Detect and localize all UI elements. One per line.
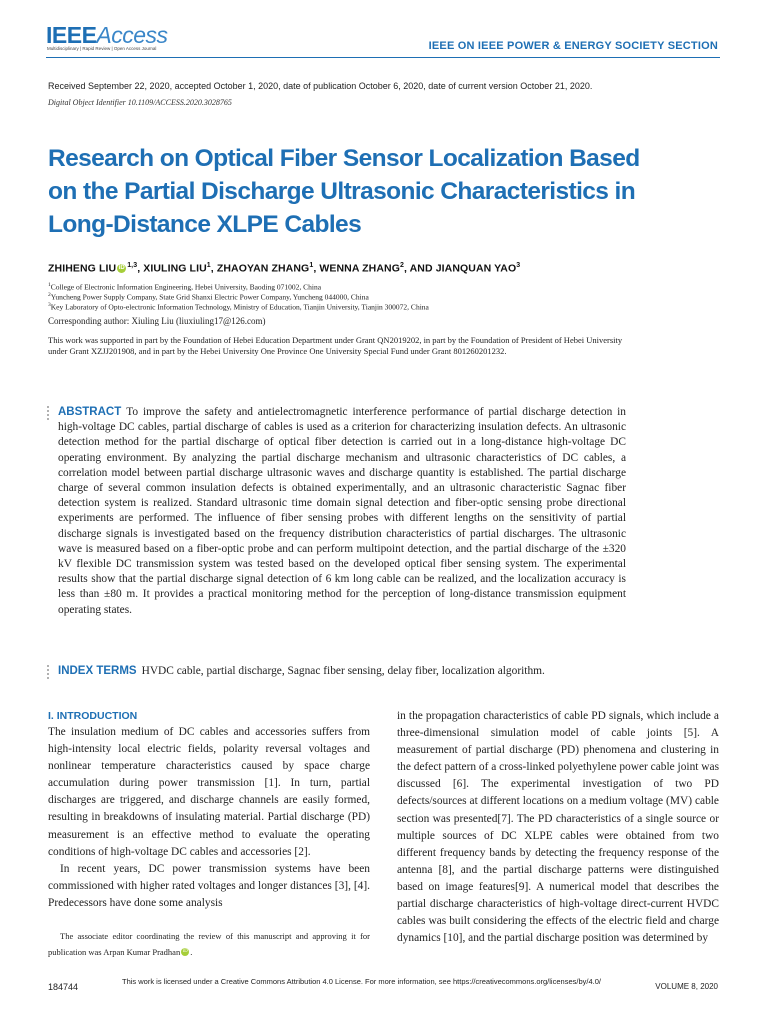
index-terms-text: HVDC cable, partial discharge, Sagnac fiber sensing, delay fiber, localization algorithm. (141, 665, 545, 677)
affiliation-text: Key Laboratory of Opto-electronic Information Technology, Ministry of Education, Tianjin University, Tianjin 300072, China (50, 302, 429, 312)
volume-info: VOLUME 8, 2020 (655, 982, 718, 991)
author-name: , XIULING LIU (137, 262, 207, 275)
author-name: , AND JIANQUAN YAO (403, 262, 517, 275)
abstract-text: To improve the safety and antielectromagnetic interference performance of partial discharge detection in high-voltage DC cables, partial discharge of cables is used as a criterion for characterizing insulation defects. An ultrasonic detection method for the partial discharge of optical fiber detection is carried out in a long-distance high-voltage DC operating environment. By analyzing the partial discharge mechanism and ultrasonic characteristics of DC cables, a correlation model between partial discharge ultrasonic waves and discharge quantity is established. The partial discharge charge of several common insulation defects is obtained experimentally, and an ultrasonic characteristic Sagnac fiber detection system is realized. Standard ultrasonic time domain signal detection and fiber-optic sensing probe directional experiments are performed. The influence of fiber sensing probes with different lengths on the sensitivity of partial discharge signals is investigated based on the frequency distribution characteristics of partial discharges. The ultrasonic wave is measured based on a fiber-optic probe and can perform multipoint detection, and the partial discharge of the ±320 kV flexible DC transmission system was tested based on the developed optical fiber sensing system. The experimental results show that the partial discharge signal detection of 6 km long cable can be realized, and the localization accuracy is less than ±80 m. It provides a practical monitoring method for the perception of long-distance transmission equipment operating states. (58, 406, 626, 616)
right-column (397, 708, 719, 947)
logo-tagline: Multidisciplinary | Rapid Review | Open Access Journal (47, 46, 157, 51)
abstract-marker (47, 406, 51, 422)
affiliation-text: College of Electronic Information Engineering, Hebei University, Baoding 071002, China (50, 282, 322, 292)
author-affil: 1,3 (127, 262, 138, 269)
section-heading: I. INTRODUCTION (48, 710, 138, 722)
index-terms (58, 664, 678, 679)
license-notice: This work is licensed under a Creative Commons Attribution 4.0 License. For more information, see https://creativecommons.org/licenses/by/4.0/ (122, 977, 601, 986)
journal-logo (46, 22, 168, 49)
abstract-label: ABSTRACT (58, 406, 122, 418)
author-affil: 2 (399, 262, 404, 269)
author-name: , ZHAOYAN ZHANG (210, 262, 310, 275)
author-affil: 1 (206, 262, 211, 269)
paragraph: The insulation medium of DC cables and accessories suffers from high-intensity local electric fields, polarity reversal voltages and nonlinear temperature characteristics caused by space charge accumulation during power transmission [1]. In turn, partial discharges are triggered, and discharge channels are easily formed, resulting in breakdowns of insulating material. Partial discharge (PD) measurement is an effective method to evaluate the operating conditions of high-voltage DC cables and accessories [2]. (48, 726, 370, 858)
page-number: 184744 (48, 982, 79, 992)
affiliation-number: 1 (48, 282, 51, 288)
author-affil: 3 (516, 262, 521, 269)
footnote-text: The associate editor coordinating the review of this manuscript and approving it for publication was Arpan Kumar Pradhan (48, 931, 370, 957)
affiliation (48, 300, 429, 313)
doi: Digital Object Identifier 10.1109/ACCESS.2020.3028765 (48, 98, 232, 107)
author-affil: 1 (309, 262, 314, 269)
paper-title: Research on Optical Fiber Sensor Localization Based on the Partial Discharge Ultrasonic Characteristics in Long-Distance XLPE Cables (48, 145, 640, 238)
left-column (48, 708, 370, 912)
header-divider (46, 57, 720, 58)
logo-access-text: Access (96, 22, 168, 48)
index-terms-label: INDEX TERMS (58, 665, 137, 677)
logo-ieee-text: IEEE (46, 22, 97, 48)
index-terms-marker (47, 665, 51, 681)
orcid-icon[interactable]: iD (118, 264, 125, 271)
corresponding-author: Corresponding author: Xiuling Liu (liuxiuling17@126.com) (48, 316, 266, 326)
received-dates: Received September 22, 2020, accepted October 1, 2020, date of publication October 6, 2020, date of current version October 21, 2020. (48, 81, 593, 91)
abstract (58, 405, 626, 618)
affiliation-number: 3 (48, 302, 51, 308)
paragraph: In recent years, DC power transmission systems have been commissioned with higher rated voltages and longer distances [3], [4]. Predecessors have done some analysis (48, 862, 370, 909)
author-list (48, 262, 520, 275)
paragraph: in the propagation characteristics of cable PD signals, which include a three-dimensional simulation model of cable joints [5]. A measurement of partial discharge (PD) phenomena and clustering in the defect pattern of a cross-linked polyethylene power cable joint was discussed [6]. The experimental investigation of two PD defects/sources at different locations on a medium voltage (MV) cable section was presented[7]. The PD characteristics of a single source or multiple sources of DC XLPE cables were obtained from two different frequency bands by detecting the frequency response of the antenna [8], and the partial discharge patterns were distinguished based on image features[9]. A numerical model that describes the partial discharge characteristics of high-voltage direct-current HVDC cables was built considering the effects of the electric field and charge dynamics [10], and the partial discharge position was determined by (397, 710, 719, 945)
editor-footnote: The associate editor coordinating the review of this manuscript and approving it for publication was Arpan Kumar Pradhan iD . (48, 931, 370, 957)
affiliation-text: Yuncheng Power Supply Company, State Grid Shanxi Electric Power Company, Yuncheng 044000, China (50, 292, 369, 302)
orcid-icon[interactable]: iD (182, 949, 188, 954)
funding-note: This work was supported in part by the Foundation of Hebei Education Department under Grant QN2019202, in part by the Foundation of President of Hebei University under Grant XZJJ201908, and in part by the Hebei University One Province One University Special Fund under Grant 801260201232. (48, 335, 623, 356)
affiliation-number: 2 (48, 292, 51, 298)
author-name: , WENNA ZHANG (313, 262, 400, 275)
author-name: ZHIHENG LIU (48, 262, 117, 275)
section-name: IEEE ON IEEE POWER & ENERGY SOCIETY SECTION (428, 40, 718, 52)
